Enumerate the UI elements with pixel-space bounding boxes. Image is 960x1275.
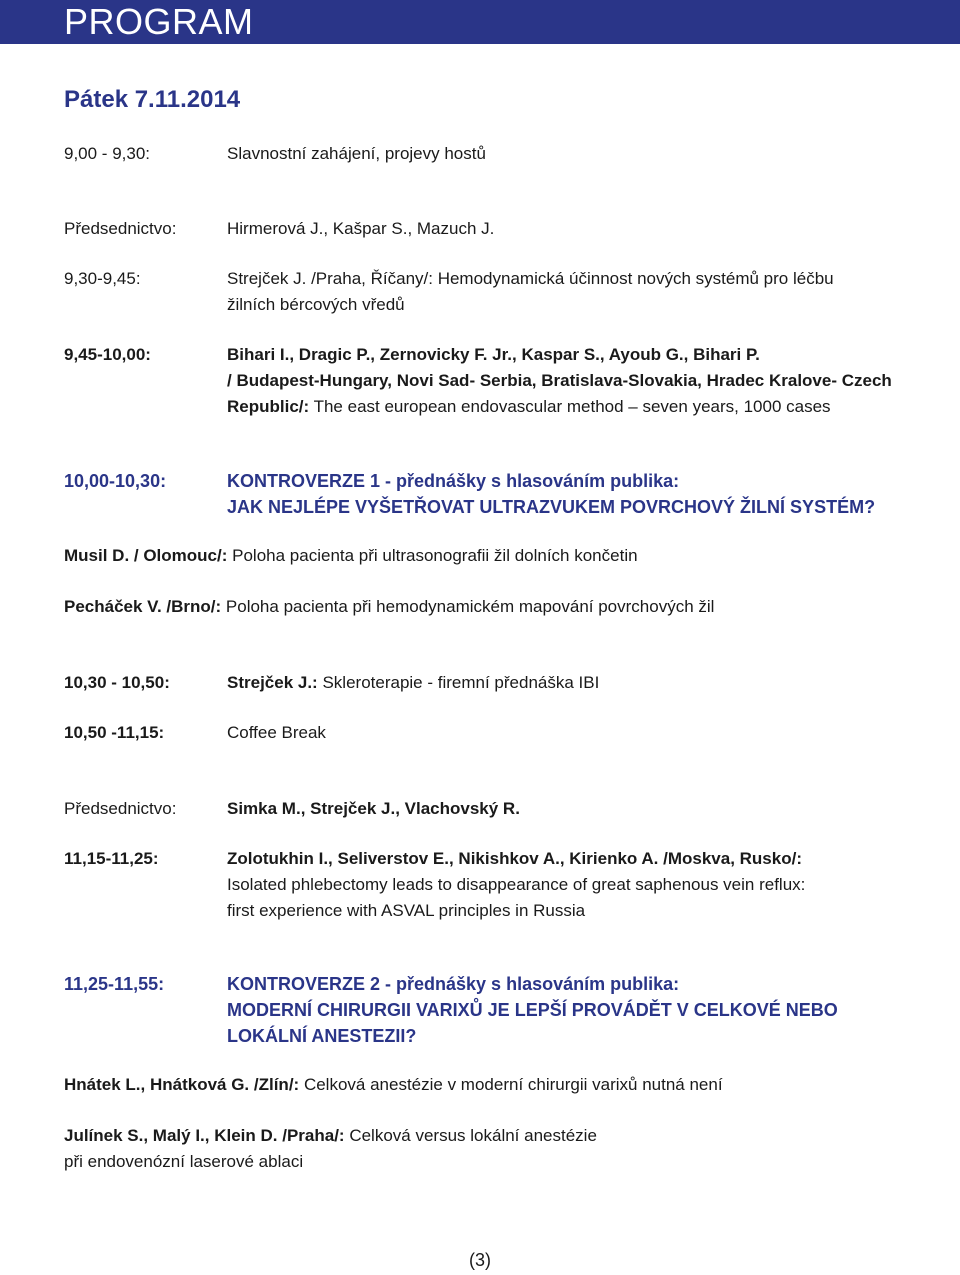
- program-item: [64, 1072, 924, 1098]
- item-title-continued: MODERNÍ CHIRURGII VARIXŮ JE LEPŠÍ PROVÁDĚT V CELKOVÉ NEBO: [227, 1000, 838, 1020]
- item-text: Hemodynamická účinnost nových systémů pro léčbu: [437, 269, 834, 288]
- item-time: 10,00-10,30:: [64, 471, 167, 491]
- item-text-continued: při endovenózní laserové ablaci: [64, 1152, 304, 1171]
- program-item: [64, 266, 924, 318]
- item-speaker: Musil D. / Olomouc/:: [64, 546, 228, 565]
- item-time: 9,00 - 9,30:: [64, 144, 151, 163]
- header-bar: [0, 0, 960, 44]
- program-item: [64, 971, 924, 1051]
- item-time: Předsednictvo:: [64, 219, 177, 238]
- item-speaker: Strejček J.:: [227, 673, 318, 692]
- item-speaker: Strejček J. /Praha, Říčany/:: [227, 269, 433, 288]
- day-heading: Pátek 7.11.2014: [64, 86, 241, 113]
- item-text-continued: žilních bércových vředů: [227, 295, 405, 314]
- item-speaker: Zolotukhin I., Seliverstov E., Nikishkov A., Kirienko A. /Moskva, Rusko/:: [227, 849, 802, 868]
- item-text: Slavnostní zahájení, projevy hostů: [227, 144, 486, 163]
- item-text: Poloha pacienta při hemodynamickém mapování povrchových žil: [225, 597, 715, 616]
- item-title: KONTROVERZE 2 - přednášky s hlasováním publika:: [227, 974, 680, 994]
- item-title-continued: JAK NEJLÉPE VYŠETŘOVAT ULTRAZVUKEM POVRCHOVÝ ŽILNÍ SYSTÉM?: [227, 497, 876, 517]
- item-time: Předsednictvo:: [64, 799, 177, 818]
- page-title: PROGRAM: [64, 1, 254, 42]
- item-time: 10,30 - 10,50:: [64, 673, 170, 692]
- program-item: [64, 846, 924, 926]
- item-text: Poloha pacienta při ultrasonografii žil dolních končetin: [232, 546, 638, 565]
- item-time: 9,30-9,45:: [64, 269, 141, 288]
- program-item: [64, 342, 924, 422]
- item-speaker: Julínek S., Malý I., Klein D. /Praha/:: [64, 1126, 345, 1145]
- item-speaker: Hnátek L., Hnátková G. /Zlín/:: [64, 1075, 300, 1094]
- item-chairs: Simka M., Strejček J., Vlachovský R.: [227, 799, 520, 818]
- item-time: 11,15-11,25:: [64, 849, 159, 868]
- program-item: [64, 543, 924, 569]
- item-title: KONTROVERZE 1 - přednášky s hlasováním publika:: [227, 471, 680, 491]
- program-item: [64, 594, 924, 620]
- item-text-continued: first experience with ASVAL principles in Russia: [227, 901, 586, 920]
- item-speaker: Bihari I., Dragic P., Zernovicky F. Jr., Kaspar S., Ayoub G., Bihari P.: [227, 345, 760, 364]
- item-text: Skleroterapie - firemní přednáška IBI: [322, 673, 600, 692]
- item-text: Isolated phlebectomy leads to disappearance of great saphenous vein reflux:: [227, 875, 806, 894]
- item-text: The east european endovascular method – seven years, 1000 cases: [313, 397, 831, 416]
- item-chairs: Hirmerová J., Kašpar S., Mazuch J.: [227, 219, 495, 238]
- item-speaker: Pecháček V. /Brno/:: [64, 597, 222, 616]
- item-time: 10,50 -11,15:: [64, 723, 165, 742]
- program-item: [64, 1123, 924, 1175]
- item-text: Coffee Break: [227, 723, 326, 742]
- item-time: 11,25-11,55:: [64, 974, 165, 994]
- item-time: 9,45-10,00:: [64, 345, 151, 364]
- item-affiliation: / Budapest-Hungary, Novi Sad- Serbia, Bratislava-Slovakia, Hradec Kralove- Czech: [227, 371, 892, 390]
- program-item: [64, 468, 924, 520]
- item-text: Celková versus lokální anestézie: [349, 1126, 597, 1145]
- item-title-continued: LOKÁLNÍ ANESTEZII?: [227, 1026, 417, 1046]
- item-affiliation-end: Republic/:: [227, 397, 310, 416]
- item-text: Celková anestézie v moderní chirurgii varixů nutná není: [303, 1075, 723, 1094]
- page-number: (3): [469, 1250, 491, 1270]
